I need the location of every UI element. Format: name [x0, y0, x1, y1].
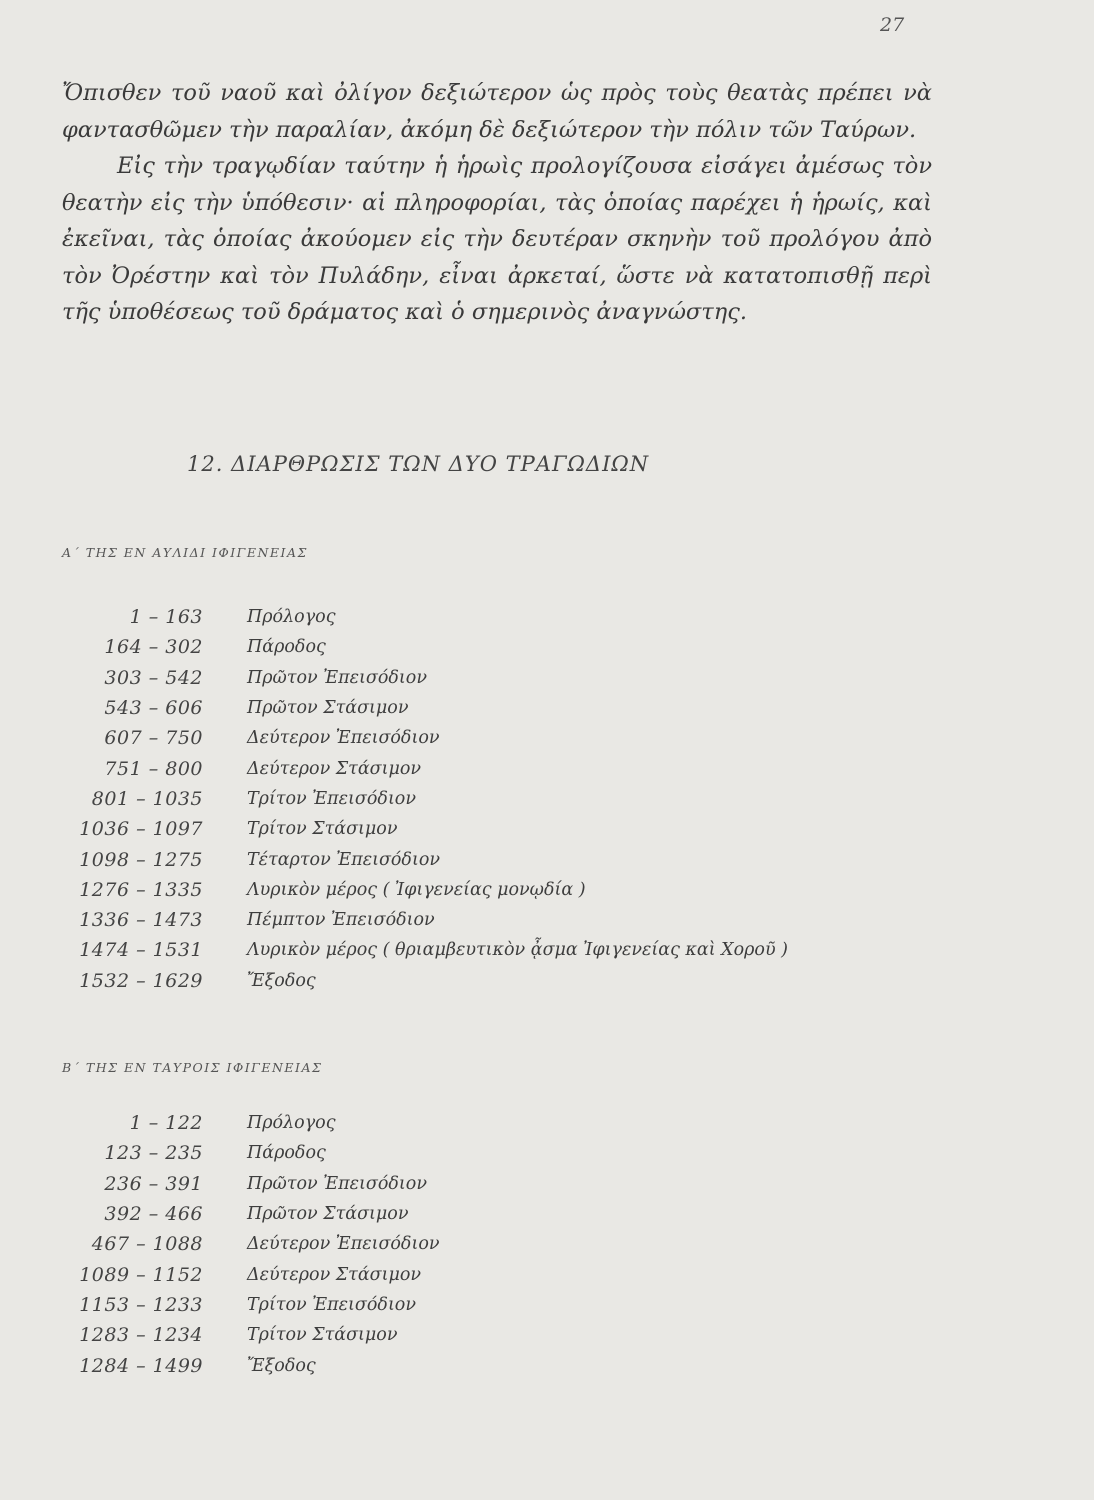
structure-row — [0, 1259, 1094, 1289]
part-name: Δεύτερον Στάσιμον — [247, 1264, 421, 1285]
line-range: 392 – 466 — [104, 1203, 203, 1226]
structure-row — [0, 753, 1094, 783]
part-name: Πρῶτον Στάσιμον — [247, 1204, 409, 1225]
structure-row — [0, 1229, 1094, 1259]
line-range: 164 – 302 — [104, 636, 203, 659]
line-range: 1098 – 1275 — [79, 848, 203, 871]
structure-row — [0, 1350, 1094, 1380]
line-range: 751 – 800 — [104, 757, 203, 780]
part-name: Δεύτερον Ἐπεισόδιον — [247, 1234, 440, 1255]
structure-row — [0, 1199, 1094, 1229]
line-range: 1284 – 1499 — [79, 1354, 203, 1377]
line-range: 801 – 1035 — [91, 787, 203, 810]
intro-paragraph-2: Εἰς τὴν τραγῳδίαν ταύτην ἡ ἡρωὶς προλογίζουσα εἰσάγει ἀμέσως τὸν θεατὴν εἰς τὴν ὑπόθεσιν· αἱ πληροφορίαι, τὰς ὁποίας παρέχει ἡ ἡρωίς, καὶ ἐκεῖναι, τὰς ὁποίας ἀκούομεν εἰς τὴν δευτέραν σκηνὴν τοῦ προλόγου ἀπὸ τὸν Ὀρέστην καὶ τὸν Πυλάδην, εἶναι ἀρκεταί, ὥστε νὰ κατατοπισθῇ περὶ τῆς ὑποθέσεως τοῦ δράματος καὶ ὁ σημερινὸς ἀναγνώστης. — [62, 153, 932, 325]
part-name: Πρόλογος — [247, 607, 336, 628]
part-b-heading: Β΄ ΤΗΣ ΕΝ ΤΑΥΡΟΙΣ ΙΦΙΓΕΝΕΙΑΣ — [62, 1060, 323, 1075]
line-range: 607 – 750 — [104, 727, 203, 750]
line-range: 1532 – 1629 — [79, 969, 203, 992]
structure-row — [0, 814, 1094, 844]
structure-row — [0, 693, 1094, 723]
part-name: Τρίτον Ἐπεισόδιον — [247, 788, 416, 809]
line-range: 123 – 235 — [104, 1142, 203, 1165]
line-range: 1 – 163 — [129, 606, 203, 629]
structure-row — [0, 844, 1094, 874]
line-range: 1036 – 1097 — [79, 818, 203, 841]
part-a-list — [0, 602, 1094, 996]
line-range: 1153 – 1233 — [79, 1293, 203, 1316]
line-range: 1283 – 1234 — [79, 1324, 203, 1347]
structure-row — [0, 905, 1094, 935]
structure-row — [0, 723, 1094, 753]
part-name: Ἔξοδος — [247, 1355, 316, 1376]
part-name: Λυρικὸν μέρος ( θριαμβευτικὸν ᾆσμα Ἰφιγενείας καὶ Χοροῦ ) — [247, 940, 788, 961]
line-range: 1474 – 1531 — [79, 939, 203, 962]
structure-row — [0, 602, 1094, 632]
part-name: Δεύτερον Στάσιμον — [247, 758, 421, 779]
part-name: Πάροδος — [247, 637, 326, 658]
line-range: 543 – 606 — [104, 697, 203, 720]
line-range: 467 – 1088 — [91, 1233, 203, 1256]
page-number: 27 — [880, 14, 905, 36]
line-range: 1089 – 1152 — [79, 1263, 203, 1286]
structure-row — [0, 784, 1094, 814]
part-name: Λυρικὸν μέρος ( Ἰφιγενείας μονῳδία ) — [247, 879, 586, 900]
part-name: Τρίτον Ἐπεισόδιον — [247, 1294, 416, 1315]
intro-text — [62, 75, 932, 331]
part-name: Πέμπτον Ἐπεισόδιον — [247, 910, 435, 931]
intro-paragraph-1: Ὄπισθεν τοῦ ναοῦ καὶ ὀλίγον δεξιώτερον ὡς πρὸς τοὺς θεατὰς πρέπει νὰ φαντασθῶμεν τὴν παραλίαν, ἀκόμη δὲ δεξιώτερον τὴν πόλιν τῶν Ταύρων. — [62, 80, 932, 143]
structure-row — [0, 1169, 1094, 1199]
structure-row — [0, 1320, 1094, 1350]
line-range: 1336 – 1473 — [79, 909, 203, 932]
part-name: Πρῶτον Ἐπεισόδιον — [247, 667, 427, 688]
part-name: Πρῶτον Ἐπεισόδιον — [247, 1173, 427, 1194]
structure-row — [0, 1290, 1094, 1320]
part-name: Πρόλογος — [247, 1113, 336, 1134]
part-name: Ἔξοδος — [247, 970, 316, 991]
part-name: Τέταρτον Ἐπεισόδιον — [247, 849, 441, 870]
line-range: 1276 – 1335 — [79, 878, 203, 901]
line-range: 1 – 122 — [129, 1112, 203, 1135]
line-range: 303 – 542 — [104, 666, 203, 689]
structure-row — [0, 663, 1094, 693]
part-name: Δεύτερον Ἐπεισόδιον — [247, 728, 440, 749]
part-b-list — [0, 1108, 1094, 1381]
part-name: Πρῶτον Στάσιμον — [247, 698, 409, 719]
part-name: Πάροδος — [247, 1143, 326, 1164]
line-range: 236 – 391 — [104, 1172, 203, 1195]
structure-row — [0, 1108, 1094, 1138]
structure-row — [0, 875, 1094, 905]
structure-row — [0, 1138, 1094, 1168]
part-name: Τρίτον Στάσιμον — [247, 1325, 398, 1346]
section-title: 12. ΔΙΑΡΘΡΩΣΙΣ ΤΩΝ ΔΥΟ ΤΡΑΓΩΔΙΩΝ — [187, 452, 650, 476]
part-name: Τρίτον Στάσιμον — [247, 819, 398, 840]
structure-row — [0, 935, 1094, 965]
structure-row — [0, 632, 1094, 662]
structure-row — [0, 966, 1094, 996]
part-a-heading: Α΄ ΤΗΣ ΕΝ ΑΥΛΙΔΙ ΙΦΙΓΕΝΕΙΑΣ — [62, 545, 308, 560]
